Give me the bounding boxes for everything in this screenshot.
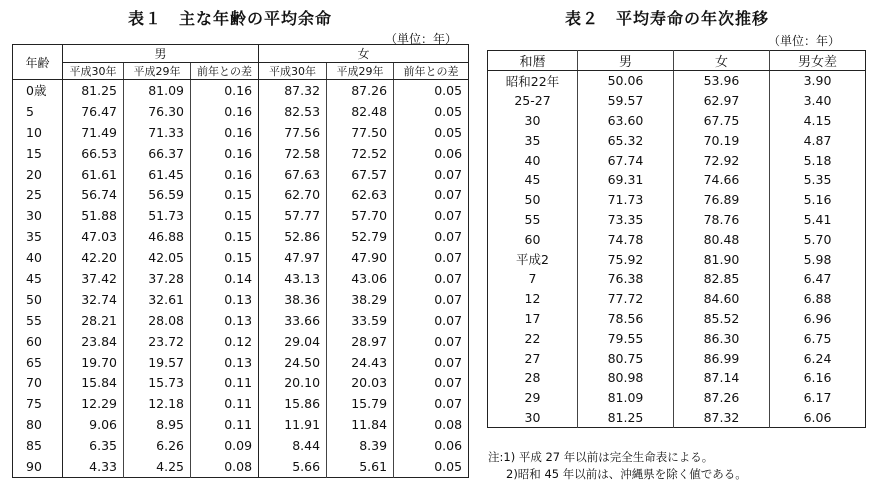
male-diff-cell: 0.16 [191, 101, 259, 122]
table-row [488, 408, 866, 428]
female-h29-cell: 82.48 [327, 101, 394, 122]
age-cell: 80 [13, 414, 63, 435]
female-h29-cell: 52.79 [327, 226, 394, 247]
table1-title: 表１ 主な年齢の平均余命 [128, 9, 333, 28]
female-h30-cell: 38.36 [259, 289, 327, 310]
female-diff-cell: 0.07 [434, 333, 463, 349]
life-expectancy-by-age-table [12, 44, 469, 478]
male-h29-cell: 28.08 [124, 310, 191, 331]
difference-cell: 6.88 [803, 291, 832, 307]
table-row [13, 268, 469, 289]
age-cell: 75 [13, 393, 63, 414]
table-row [488, 71, 866, 91]
male-diff-cell: 0.16 [191, 122, 259, 143]
female-h29-cell: 5.61 [327, 456, 394, 477]
male-cell: 71.73 [578, 190, 674, 210]
male-diff-cell: 0.09 [191, 435, 259, 456]
female-diff-header: 前年との差 [394, 63, 469, 80]
age-column-header: 年齢 [13, 45, 63, 80]
age-cell: 50 [13, 289, 63, 310]
male-cell: 81.25 [578, 408, 674, 428]
male-diff-cell: 0.11 [191, 372, 259, 393]
male-h30-cell: 12.29 [63, 393, 124, 414]
female-h29-cell: 15.79 [327, 393, 394, 414]
male-h29-cell: 6.26 [124, 435, 191, 456]
female-h29-cell: 8.39 [327, 435, 394, 456]
male-group-header: 男 [63, 45, 259, 63]
female-diff-cell: 0.05 [434, 124, 463, 140]
male-diff-header: 前年との差 [191, 63, 259, 80]
male-diff-cell: 0.16 [191, 164, 259, 185]
male-h30-cell: 76.47 [63, 101, 124, 122]
female-h30-cell: 29.04 [259, 331, 327, 352]
male-cell: 67.74 [578, 150, 674, 170]
difference-cell: 3.90 [803, 73, 832, 89]
female-h30-cell: 62.70 [259, 184, 327, 205]
female-cell: 85.52 [674, 309, 770, 329]
female-h30-cell: 47.97 [259, 247, 327, 268]
male-cell: 63.60 [578, 111, 674, 131]
table-row [488, 91, 866, 111]
era-cell: 12 [488, 289, 578, 309]
female-cell: 86.99 [674, 348, 770, 368]
male-h30-cell: 28.21 [63, 310, 124, 331]
female-diff-cell: 0.07 [434, 208, 463, 224]
male-h29-cell: 4.25 [124, 456, 191, 477]
male-h30-cell: 71.49 [63, 122, 124, 143]
male-diff-cell: 0.15 [191, 226, 259, 247]
male-diff-cell: 0.14 [191, 268, 259, 289]
female-h29-cell: 28.97 [327, 331, 394, 352]
table1-body [13, 80, 469, 478]
era-cell: 25-27 [488, 91, 578, 111]
male-cell: 74.78 [578, 229, 674, 249]
female-h29-cell: 33.59 [327, 310, 394, 331]
era-cell: 7 [488, 269, 578, 289]
female-h30-cell: 87.32 [259, 80, 327, 101]
male-diff-cell: 0.15 [191, 205, 259, 226]
male-diff-cell: 0.13 [191, 352, 259, 373]
difference-cell: 6.47 [803, 271, 832, 287]
era-cell: 50 [488, 190, 578, 210]
age-cell: 40 [13, 247, 63, 268]
male-h30-cell: 15.84 [63, 372, 124, 393]
difference-cell: 6.17 [803, 390, 832, 406]
difference-cell: 5.35 [803, 172, 832, 188]
female-h30-cell: 72.58 [259, 143, 327, 164]
male-h30-cell: 47.03 [63, 226, 124, 247]
male-h30-cell: 56.74 [63, 184, 124, 205]
male-cell: 80.98 [578, 368, 674, 388]
female-h29-cell: 62.63 [327, 184, 394, 205]
female-cell: 72.92 [674, 150, 770, 170]
female-cell: 81.90 [674, 249, 770, 269]
female-h29-cell: 57.70 [327, 205, 394, 226]
male-h30-cell: 9.06 [63, 414, 124, 435]
female-h30-cell: 43.13 [259, 268, 327, 289]
female-cell: 84.60 [674, 289, 770, 309]
age-cell: 25 [13, 184, 63, 205]
male-diff-cell: 0.08 [191, 456, 259, 477]
table-row [13, 352, 469, 373]
female-h30-cell: 82.53 [259, 101, 327, 122]
female-h29-cell: 20.03 [327, 372, 394, 393]
male-diff-cell: 0.16 [191, 143, 259, 164]
female-h29-cell: 72.52 [327, 143, 394, 164]
male-h29-cell: 12.18 [124, 393, 191, 414]
table-row [488, 190, 866, 210]
male-h30-cell: 37.42 [63, 268, 124, 289]
era-column-header: 和暦 [488, 51, 578, 71]
table-row [488, 150, 866, 170]
female-diff-cell: 0.07 [434, 396, 463, 412]
age-cell: 55 [13, 310, 63, 331]
table-row [488, 289, 866, 309]
male-h29-cell: 81.09 [124, 80, 191, 101]
female-h30-cell: 57.77 [259, 205, 327, 226]
male-diff-cell: 0.15 [191, 184, 259, 205]
age-cell: 70 [13, 372, 63, 393]
male-h29-header: 平成29年 [124, 63, 191, 80]
age-cell: 20 [13, 164, 63, 185]
female-cell: 87.26 [674, 388, 770, 408]
era-cell: 45 [488, 170, 578, 190]
female-diff-cell: 0.07 [434, 312, 463, 328]
female-h29-cell: 38.29 [327, 289, 394, 310]
female-cell: 87.32 [674, 408, 770, 428]
female-cell: 74.66 [674, 170, 770, 190]
female-cell: 67.75 [674, 111, 770, 131]
female-diff-cell: 0.07 [434, 250, 463, 266]
male-diff-cell: 0.12 [191, 331, 259, 352]
table2-body [488, 71, 866, 428]
male-cell: 69.31 [578, 170, 674, 190]
male-h29-cell: 23.72 [124, 331, 191, 352]
table-row [13, 226, 469, 247]
table-row [13, 143, 469, 164]
female-h29-cell: 43.06 [327, 268, 394, 289]
age-cell: 90 [13, 456, 63, 477]
difference-cell: 6.75 [803, 330, 832, 346]
table-row [488, 249, 866, 269]
table-row [13, 247, 469, 268]
age-cell: 65 [13, 352, 63, 373]
table-row [488, 368, 866, 388]
male-h29-cell: 61.45 [124, 164, 191, 185]
female-cell: 87.14 [674, 368, 770, 388]
table-row [13, 122, 469, 143]
male-h29-cell: 76.30 [124, 101, 191, 122]
table-row [13, 310, 469, 331]
male-h29-cell: 15.73 [124, 372, 191, 393]
female-diff-cell: 0.05 [434, 82, 463, 98]
table-row [488, 111, 866, 131]
male-cell: 50.06 [578, 71, 674, 91]
table-row [488, 269, 866, 289]
male-cell: 79.55 [578, 328, 674, 348]
female-h29-cell: 11.84 [327, 414, 394, 435]
table-row [13, 205, 469, 226]
female-cell: 70.19 [674, 130, 770, 150]
era-cell: 昭和22年 [488, 71, 578, 91]
female-cell: 80.48 [674, 229, 770, 249]
male-h30-cell: 23.84 [63, 331, 124, 352]
male-diff-cell: 0.11 [191, 414, 259, 435]
male-h29-cell: 32.61 [124, 289, 191, 310]
age-cell: 15 [13, 143, 63, 164]
female-h30-cell: 67.63 [259, 164, 327, 185]
female-h30-cell: 77.56 [259, 122, 327, 143]
table-row [13, 184, 469, 205]
male-cell: 59.57 [578, 91, 674, 111]
era-cell: 30 [488, 111, 578, 131]
note-2: 2)昭和 45 年以前は、沖縄県を除く値である。 [506, 467, 747, 481]
male-diff-cell: 0.15 [191, 247, 259, 268]
male-cell: 81.09 [578, 388, 674, 408]
female-h29-cell: 67.57 [327, 164, 394, 185]
female-h30-cell: 52.86 [259, 226, 327, 247]
female-cell: 76.89 [674, 190, 770, 210]
male-cell: 65.32 [578, 130, 674, 150]
table-row [488, 328, 866, 348]
era-cell: 40 [488, 150, 578, 170]
male-cell: 77.72 [578, 289, 674, 309]
difference-cell: 5.41 [803, 211, 832, 227]
table-row [488, 170, 866, 190]
table-row [13, 435, 469, 456]
era-cell: 60 [488, 229, 578, 249]
female-diff-cell: 0.06 [434, 145, 463, 161]
female-h30-cell: 33.66 [259, 310, 327, 331]
female-h30-header: 平成30年 [259, 63, 327, 80]
female-diff-cell: 0.05 [434, 103, 463, 119]
era-cell: 28 [488, 368, 578, 388]
era-cell: 29 [488, 388, 578, 408]
male-h30-cell: 32.74 [63, 289, 124, 310]
male-h30-cell: 66.53 [63, 143, 124, 164]
female-h30-cell: 24.50 [259, 352, 327, 373]
male-h29-cell: 37.28 [124, 268, 191, 289]
female-h29-cell: 77.50 [327, 122, 394, 143]
age-cell: 35 [13, 226, 63, 247]
age-cell: 85 [13, 435, 63, 456]
male-cell: 78.56 [578, 309, 674, 329]
difference-cell: 5.16 [803, 192, 832, 208]
difference-cell: 5.18 [803, 152, 832, 168]
note-1: 注:1) 平成 27 年以前は完全生命表による。 [488, 450, 714, 464]
table-row [13, 331, 469, 352]
male-h29-cell: 56.59 [124, 184, 191, 205]
female-h30-cell: 20.10 [259, 372, 327, 393]
difference-cell: 6.16 [803, 370, 832, 386]
table2-unit: （単位：年） [768, 34, 841, 48]
male-h30-cell: 81.25 [63, 80, 124, 101]
female-diff-cell: 0.05 [434, 458, 463, 474]
male-diff-cell: 0.13 [191, 289, 259, 310]
male-h30-cell: 42.20 [63, 247, 124, 268]
female-diff-cell: 0.07 [434, 166, 463, 182]
difference-cell: 6.96 [803, 310, 832, 326]
male-h29-cell: 19.57 [124, 352, 191, 373]
male-h30-header: 平成30年 [63, 63, 124, 80]
female-cell: 62.97 [674, 91, 770, 111]
difference-cell: 3.40 [803, 93, 832, 109]
female-diff-cell: 0.07 [434, 375, 463, 391]
male-cell: 73.35 [578, 210, 674, 230]
male-cell: 80.75 [578, 348, 674, 368]
table-row [488, 348, 866, 368]
table2-title: 表２ 平均寿命の年次推移 [565, 9, 770, 28]
table-row [13, 372, 469, 393]
table-row [13, 456, 469, 477]
female-h29-cell: 87.26 [327, 80, 394, 101]
male-column-header: 男 [578, 51, 674, 71]
male-h30-cell: 4.33 [63, 456, 124, 477]
female-diff-cell: 0.07 [434, 229, 463, 245]
male-h30-cell: 51.88 [63, 205, 124, 226]
table-row [13, 393, 469, 414]
female-h30-cell: 11.91 [259, 414, 327, 435]
life-expectancy-trend-table [487, 50, 866, 428]
male-h30-cell: 61.61 [63, 164, 124, 185]
difference-cell: 4.87 [803, 132, 832, 148]
table-row [488, 388, 866, 408]
difference-cell: 4.15 [803, 112, 832, 128]
difference-column-header: 男女差 [770, 51, 866, 71]
era-cell: 平成2 [488, 249, 578, 269]
male-h29-cell: 51.73 [124, 205, 191, 226]
male-cell: 76.38 [578, 269, 674, 289]
table-row [13, 80, 469, 101]
male-cell: 75.92 [578, 249, 674, 269]
difference-cell: 5.70 [803, 231, 832, 247]
table-row [488, 130, 866, 150]
male-h29-cell: 71.33 [124, 122, 191, 143]
table-row [488, 309, 866, 329]
female-column-header: 女 [674, 51, 770, 71]
male-diff-cell: 0.16 [191, 80, 259, 101]
table-row [488, 210, 866, 230]
age-cell: 10 [13, 122, 63, 143]
female-cell: 53.96 [674, 71, 770, 91]
age-cell: 0歳 [13, 80, 63, 101]
table-row [13, 164, 469, 185]
female-h30-cell: 8.44 [259, 435, 327, 456]
era-cell: 35 [488, 130, 578, 150]
female-h29-header: 平成29年 [327, 63, 394, 80]
table1-unit: （単位：年） [385, 32, 458, 46]
female-cell: 86.30 [674, 328, 770, 348]
difference-cell: 6.24 [803, 350, 832, 366]
era-cell: 30 [488, 408, 578, 428]
male-h29-cell: 42.05 [124, 247, 191, 268]
male-h29-cell: 8.95 [124, 414, 191, 435]
table-row [13, 414, 469, 435]
female-h30-cell: 15.86 [259, 393, 327, 414]
female-diff-cell: 0.07 [434, 354, 463, 370]
female-diff-cell: 0.08 [434, 417, 463, 433]
female-diff-cell: 0.07 [434, 291, 463, 307]
female-group-header: 女 [259, 45, 469, 63]
table-row [13, 101, 469, 122]
female-diff-cell: 0.07 [434, 270, 463, 286]
female-h30-cell: 5.66 [259, 456, 327, 477]
male-h29-cell: 66.37 [124, 143, 191, 164]
female-diff-cell: 0.06 [434, 438, 463, 454]
male-h30-cell: 19.70 [63, 352, 124, 373]
female-h29-cell: 24.43 [327, 352, 394, 373]
table-row [488, 229, 866, 249]
table-row [13, 289, 469, 310]
female-cell: 78.76 [674, 210, 770, 230]
difference-cell: 6.06 [803, 409, 832, 425]
female-cell: 82.85 [674, 269, 770, 289]
age-cell: 30 [13, 205, 63, 226]
era-cell: 17 [488, 309, 578, 329]
female-diff-cell: 0.07 [434, 187, 463, 203]
era-cell: 27 [488, 348, 578, 368]
male-h30-cell: 6.35 [63, 435, 124, 456]
age-cell: 60 [13, 331, 63, 352]
male-diff-cell: 0.11 [191, 393, 259, 414]
age-cell: 45 [13, 268, 63, 289]
male-diff-cell: 0.13 [191, 310, 259, 331]
era-cell: 55 [488, 210, 578, 230]
male-h29-cell: 46.88 [124, 226, 191, 247]
female-h29-cell: 47.90 [327, 247, 394, 268]
difference-cell: 5.98 [803, 251, 832, 267]
era-cell: 22 [488, 328, 578, 348]
age-cell: 5 [13, 101, 63, 122]
